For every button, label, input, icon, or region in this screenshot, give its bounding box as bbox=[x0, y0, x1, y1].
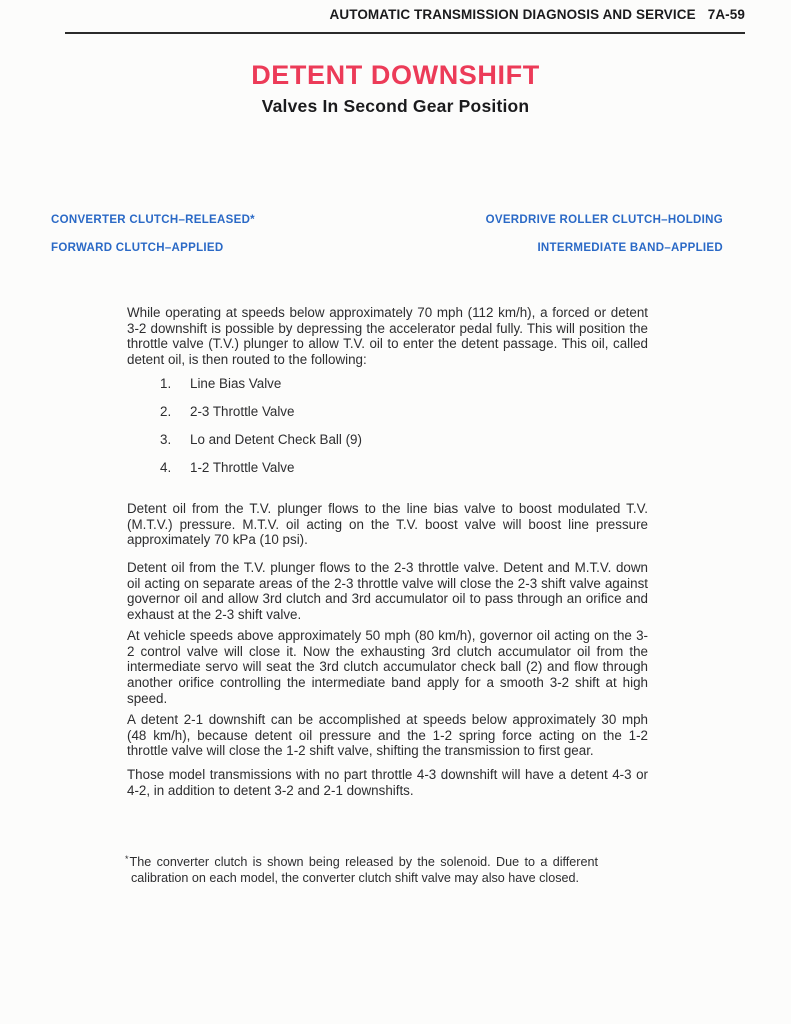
header-page-number: 7A-59 bbox=[707, 7, 745, 22]
list-item bbox=[160, 460, 362, 475]
page-subtitle: Valves In Second Gear Position bbox=[261, 96, 530, 116]
footnote bbox=[125, 851, 598, 886]
list-item-number: 2. bbox=[160, 404, 172, 419]
paragraph-2-3-throttle-valve: Detent oil from the T.V. plunger flows to the 2-3 throttle valve. Detent and M.T.V. down oil acting on separate areas of the 2-3 throttle valve will close the 2-3 shift valve against governor oil and allow 3rd clutch and 3rd accumulator oil to pass through an orifice and exhaust at the 2-3 shift valve. bbox=[127, 560, 648, 623]
list-item-text: Line Bias Valve bbox=[190, 376, 282, 391]
paragraph-line-bias-valve: Detent oil from the T.V. plunger flows to the line bias valve to boost modulated T.V. (M.T.V.) pressure. M.T.V. oil acting on the T.V. boost valve will boost line pressure approximately 70 kPa (10 psi). bbox=[127, 501, 648, 548]
header-section-title: AUTOMATIC TRANSMISSION DIAGNOSIS AND SERVICE bbox=[329, 7, 696, 22]
list-item bbox=[160, 432, 362, 447]
page-title: DETENT DOWNSHIFT bbox=[251, 60, 540, 90]
list-item-text: Lo and Detent Check Ball (9) bbox=[190, 432, 362, 447]
list-item-number: 3. bbox=[160, 432, 172, 447]
paragraph-3-2-control-valve: At vehicle speeds above approximately 50 mph (80 km/h), governor oil acting on the 3-2 control valve will close it. Now the exhausting 3rd clutch accumulator oil from the intermediate servo will seat the 3rd clutch accumulator check ball (2) and flow through another orifice controlling the intermediate band apply for a smooth 3-2 shift at high speed. bbox=[127, 628, 648, 706]
page-header bbox=[330, 7, 745, 22]
status-intermediate-band: INTERMEDIATE BAND–APPLIED bbox=[537, 242, 723, 254]
header-rule bbox=[65, 32, 745, 34]
list-item-number: 4. bbox=[160, 460, 172, 475]
footnote-marker: * bbox=[125, 854, 130, 864]
list-item bbox=[160, 376, 362, 391]
status-forward-clutch: FORWARD CLUTCH–APPLIED bbox=[51, 242, 224, 254]
paragraph-model-transmissions: Those model transmissions with no part throttle 4-3 downshift will have a detent 4-3 or 4-2, in addition to detent 3-2 and 2-1 downshifts. bbox=[127, 767, 648, 798]
list-item-number: 1. bbox=[160, 376, 172, 391]
paragraph-detent-2-1-downshift: A detent 2-1 downshift can be accomplished at speeds below approximately 30 mph (48 km/h), because detent oil pressure and the 1-2 spring force acting on the 1-2 throttle valve will close the 1-2 shift valve, shifting the transmission to first gear. bbox=[127, 712, 648, 759]
footnote-text: The converter clutch is shown being released by the solenoid. Due to a different calibration on each model, the converter clutch shift valve may also have closed. bbox=[129, 855, 598, 885]
list-item-text: 1-2 Throttle Valve bbox=[190, 460, 295, 475]
list-item bbox=[160, 404, 362, 419]
detent-oil-routing-list bbox=[160, 376, 362, 488]
paragraph-detent-intro: While operating at speeds below approximately 70 mph (112 km/h), a forced or detent 3-2 downshift is possible by depressing the accelerator pedal fully. This will position the throttle valve (T.V.) plunger to allow T.V. oil to enter the detent passage. This oil, called detent oil, is then routed to the following: bbox=[127, 305, 648, 368]
list-item-text: 2-3 Throttle Valve bbox=[190, 404, 295, 419]
status-converter-clutch: CONVERTER CLUTCH–RELEASED* bbox=[51, 214, 255, 226]
status-overdrive-roller-clutch: OVERDRIVE ROLLER CLUTCH–HOLDING bbox=[485, 214, 723, 226]
